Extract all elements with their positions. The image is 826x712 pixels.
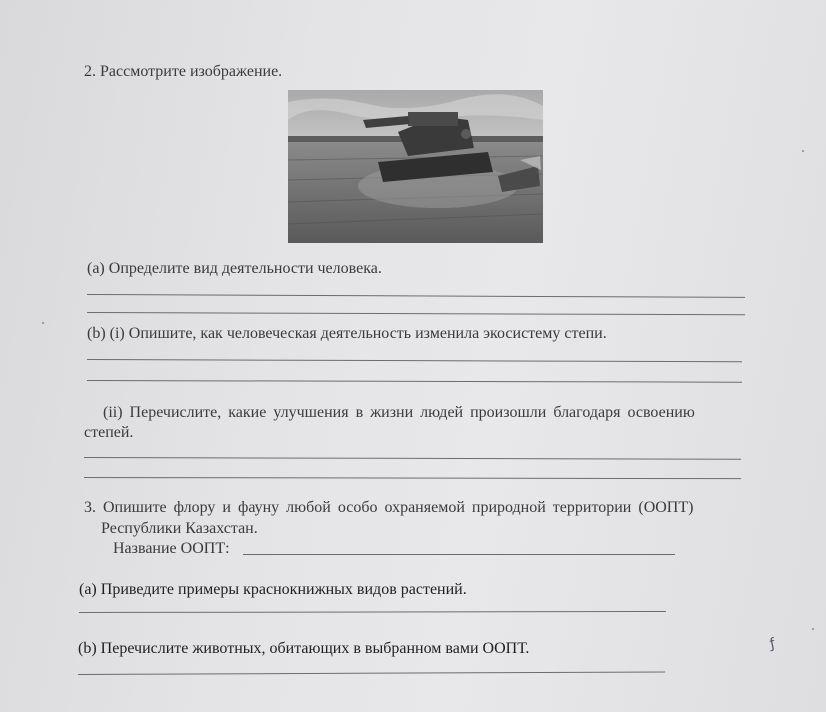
answer-line	[87, 294, 745, 298]
q3-name-label: Название ООПТ:	[113, 540, 230, 557]
answer-line	[84, 477, 741, 479]
q3-heading-cont: Республики Казахстан.	[101, 520, 258, 537]
paper-speck	[802, 150, 804, 152]
combine-harvester-photo	[288, 90, 543, 243]
q2-heading: 2. Рассмотрите изображение.	[84, 63, 283, 80]
q2-part-b-ii-cont: степей.	[84, 424, 134, 441]
q2-part-a: (а) Определите вид деятельности человека.	[87, 260, 382, 277]
answer-line	[87, 359, 742, 362]
name-answer-line	[243, 554, 675, 555]
q3-part-a: (а) Приведите примеры краснокнижных видов растений.	[79, 581, 467, 598]
q2-part-b-i: (b) (i) Опишите, как человеческая деятельность изменила экосистему степи.	[87, 325, 607, 342]
q3-part-b: (b) Перечислите животных, обитающих в выбранном вами ООПТ.	[78, 640, 530, 657]
paper-speck	[812, 628, 814, 630]
answer-line	[79, 611, 666, 613]
answer-line	[87, 312, 745, 315]
answer-line	[78, 671, 665, 675]
pen-mark-icon: ƒ	[768, 635, 777, 653]
q2-part-b-ii: (ii) Перечислите, какие улучшения в жизни людей произошли благодаря освоению	[103, 404, 695, 421]
answer-line	[87, 380, 742, 383]
answer-line	[84, 457, 741, 460]
paper-speck	[42, 322, 44, 324]
q3-heading: 3. Опишите флору и фауну любой особо охраняемой природной территории (ООПТ)	[84, 499, 694, 516]
